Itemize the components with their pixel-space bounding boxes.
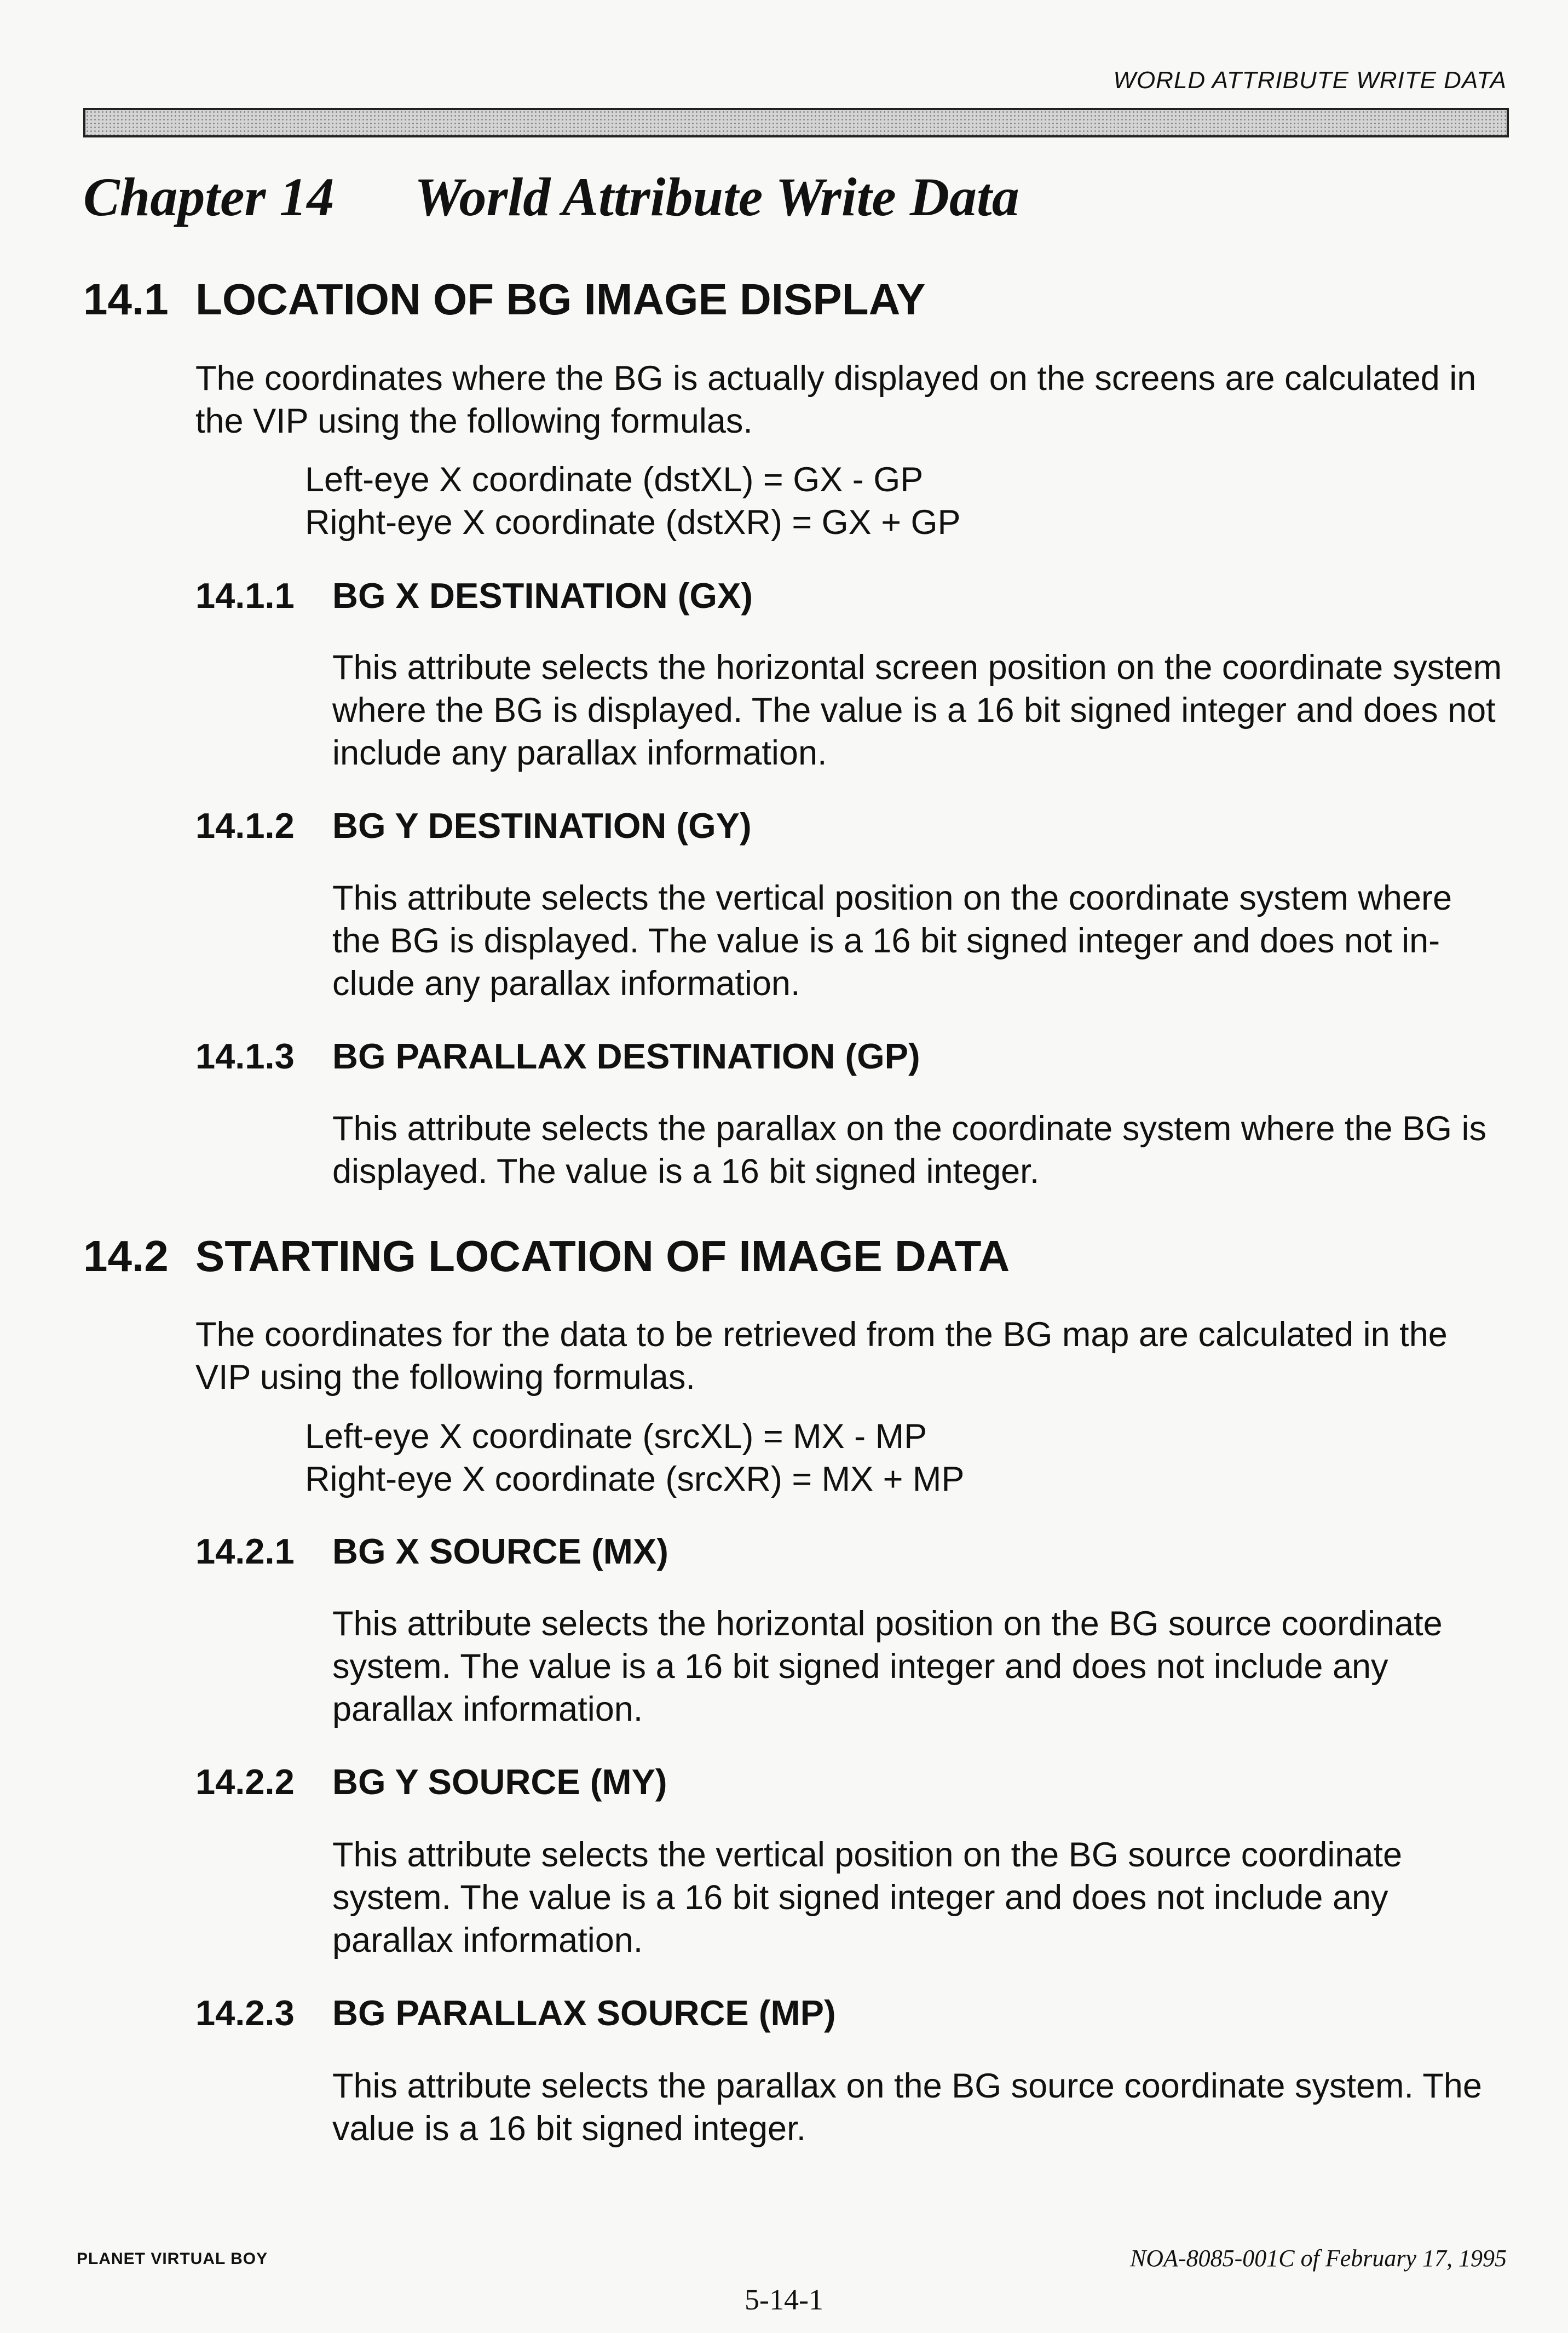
subsection-text: This attribute selects the horizontal screen position on the coordinate system where the BG is displayed. The value is a 16 bit signed integer and does not include any parallax information. — [332, 648, 1502, 772]
subsection-heading — [195, 1762, 667, 1802]
subsection-text: This attribute selects the parallax on the coordinate system where the BG is displayed. The value is a 16 bit signed integer. — [332, 1110, 1487, 1191]
formula-line: Left-eye X coordinate (srcXL) = MX - MP — [305, 1417, 927, 1456]
subsection-heading — [195, 1037, 920, 1076]
section-intro: The coordinates where the BG is actually displayed on the screens are calculated in the VIP using the following formulas. — [195, 359, 1477, 440]
subsection-title: BG PARALLAX SOURCE (MP) — [332, 1993, 836, 2033]
subsection-title: BG Y SOURCE (MY) — [332, 1762, 667, 1802]
formula-line: Right-eye X coordinate (srcXR) = MX + MP — [305, 1460, 965, 1498]
subsection-number: 14.1.3 — [195, 1036, 295, 1076]
footer-publication: PLANET VIRTUAL BOY — [77, 2250, 268, 2268]
header-rule-bar — [83, 108, 1509, 137]
formula-line: Left-eye X coordinate (dstXL) = GX - GP — [305, 461, 924, 499]
subsection-title: BG X DESTINATION (GX) — [332, 576, 753, 616]
subsection-heading — [195, 1993, 836, 2033]
chapter-name: World Attribute Write Data — [414, 166, 1019, 227]
subsection-text: This attribute selects the vertical position on the BG source coordinate system. The value is a 16 bit signed integer and does not include any parallax information. — [332, 1836, 1403, 1960]
section-heading — [83, 275, 925, 324]
subsection-number: 14.1.2 — [195, 806, 295, 846]
section-title: STARTING LOCATION OF IMAGE DATA — [195, 1232, 1010, 1280]
chapter-number: Chapter 14 — [83, 166, 335, 227]
subsection-heading — [195, 1532, 668, 1571]
formula-line: Right-eye X coordinate (dstXR) = GX + GP — [305, 503, 961, 542]
section-number: 14.2 — [83, 1232, 169, 1280]
subsection-number: 14.2.1 — [195, 1531, 295, 1571]
subsection-text: This attribute selects the parallax on the BG source coordinate system. The value is a 16 bit signed integer. — [332, 2067, 1482, 2148]
running-header: WORLD ATTRIBUTE WRITE DATA — [1113, 67, 1507, 94]
subsection-number: 14.2.2 — [195, 1762, 295, 1802]
subsection-text: This attribute selects the horizontal position on the BG source coordinate system. The value is a 16 bit signed integer and does not include any parallax information. — [332, 1605, 1443, 1728]
subsection-title: BG PARALLAX DESTINATION (GP) — [332, 1036, 920, 1076]
section-intro: The coordinates for the data to be retrieved from the BG map are calculated in the VIP using the following formulas. — [195, 1315, 1448, 1397]
section-number: 14.1 — [83, 275, 169, 324]
subsection-number: 14.2.3 — [195, 1993, 295, 2033]
section-heading — [83, 1232, 1010, 1280]
subsection-text: This attribute selects the vertical position on the coordinate system where the BG is displayed. The value is a 16 bit signed integer and does not in-clude any parallax information. — [332, 879, 1452, 1003]
subsection-title: BG Y DESTINATION (GY) — [332, 806, 752, 846]
subsection-heading — [195, 576, 753, 616]
subsection-title: BG X SOURCE (MX) — [332, 1531, 668, 1571]
chapter-title — [83, 167, 1019, 227]
subsection-heading — [195, 806, 752, 846]
footer-document-id: NOA-8085-001C of February 17, 1995 — [1129, 2245, 1507, 2272]
subsection-number: 14.1.1 — [195, 576, 295, 616]
page-number: 5-14-1 — [745, 2283, 823, 2316]
section-title: LOCATION OF BG IMAGE DISPLAY — [195, 275, 926, 324]
